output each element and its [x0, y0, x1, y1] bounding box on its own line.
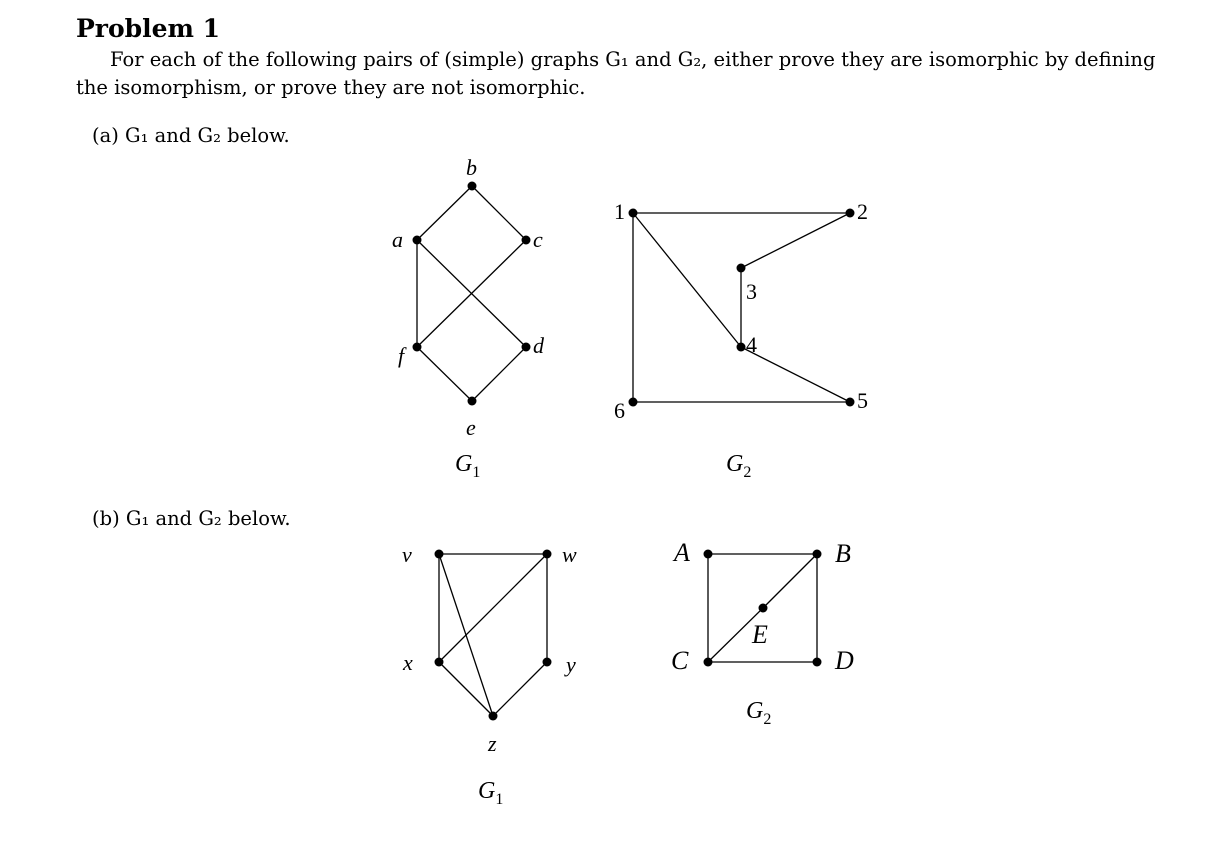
problem-statement: For each of the following pairs of (simple) graphs G₁ and G₂, either prove they are isomorphic by defining the isomorphism, or prove they are not isomorphic. — [76, 48, 1156, 99]
vertex-A — [704, 550, 713, 559]
vertex-label-3: 3 — [746, 279, 757, 305]
vertex-z — [489, 712, 498, 721]
edge-w-x — [439, 554, 547, 662]
edge-4-5 — [741, 347, 850, 402]
vertex-label-1: 1 — [614, 199, 625, 225]
vertex-label-y: y — [566, 652, 576, 678]
graph-b-g2 — [671, 538, 854, 728]
vertex-2 — [846, 209, 855, 218]
vertex-4 — [737, 343, 746, 352]
vertex-f — [413, 343, 422, 352]
edge-2-3 — [741, 213, 850, 268]
vertex-label-B: B — [835, 538, 851, 568]
vertex-C — [704, 658, 713, 667]
edge-b-c — [472, 186, 526, 240]
vertex-a — [413, 236, 422, 245]
vertex-5 — [846, 398, 855, 407]
vertex-label-C: C — [671, 645, 689, 675]
vertex-D — [813, 658, 822, 667]
vertex-label-e: e — [466, 415, 476, 441]
vertex-6 — [629, 398, 638, 407]
vertex-label-D: D — [835, 645, 854, 675]
vertex-label-b: b — [466, 155, 477, 181]
graph-b-g1 — [402, 542, 577, 808]
vertex-label-E: E — [752, 619, 768, 649]
edge-B-E — [763, 554, 817, 608]
vertex-label-a: a — [392, 227, 403, 253]
vertex-label-6: 6 — [614, 398, 625, 424]
vertex-c — [522, 236, 531, 245]
vertex-1 — [629, 209, 638, 218]
vertex-w — [543, 550, 552, 559]
part-a-label: (a) G₁ and G₂ below. — [92, 124, 290, 147]
part-b-label: (b) G₁ and G₂ below. — [92, 507, 291, 530]
vertex-label-w: w — [562, 542, 577, 568]
vertex-label-z: z — [488, 731, 497, 757]
vertex-y — [543, 658, 552, 667]
vertex-label-d: d — [533, 333, 544, 359]
vertex-label-x: x — [403, 650, 413, 676]
vertex-label-4: 4 — [746, 332, 757, 358]
graph-a-g1 — [392, 155, 545, 481]
vertex-B — [813, 550, 822, 559]
graph-caption: $G_1$ — [478, 778, 504, 808]
edge-a-b — [417, 186, 472, 240]
vertex-label-2: 2 — [857, 199, 868, 225]
vertex-label-A: A — [674, 537, 690, 567]
vertex-label-v: v — [402, 542, 412, 568]
vertex-E — [759, 604, 768, 613]
edge-f-e — [417, 347, 472, 401]
graph-caption: $G_2$ — [746, 698, 772, 728]
vertex-3 — [737, 264, 746, 273]
vertex-label-f: f — [398, 343, 405, 369]
problem-title: Problem 1 — [76, 14, 221, 43]
edge-1-4 — [633, 213, 741, 347]
graph-caption: $G_1$ — [455, 451, 481, 481]
vertex-b — [468, 182, 477, 191]
vertex-label-5: 5 — [857, 388, 868, 414]
edge-d-e — [472, 347, 526, 401]
edge-y-z — [493, 662, 547, 716]
vertex-d — [522, 343, 531, 352]
graph-caption: $G_2$ — [726, 451, 752, 481]
graph-a-g2 — [614, 199, 868, 481]
vertex-label-c: c — [533, 227, 543, 253]
vertex-v — [435, 550, 444, 559]
vertex-x — [435, 658, 444, 667]
edge-x-z — [439, 662, 493, 716]
vertex-e — [468, 397, 477, 406]
